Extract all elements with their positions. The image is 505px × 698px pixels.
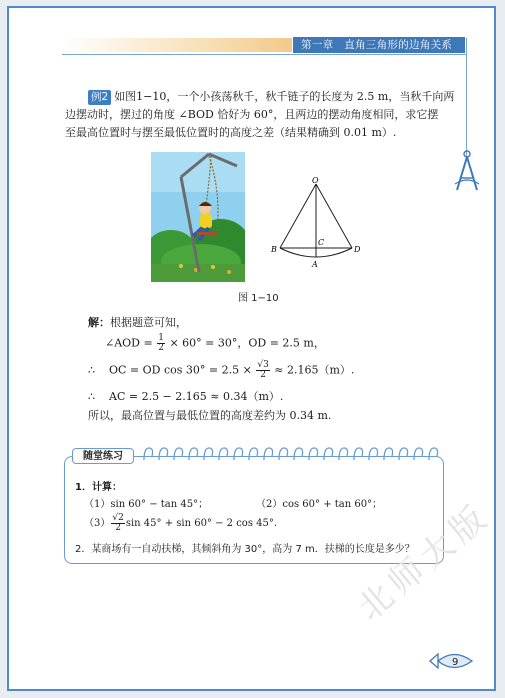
angle-aod: ∠AOD = [105, 336, 153, 350]
angle-aod-result: × 60° = 30°，OD = 2.5 m， [169, 336, 325, 350]
exercise-q1-3: （3） $\frac{√2}{2}$ sin 45° + sin 60° − 2 cos 45°. [84, 513, 278, 533]
oc-expression: OC = OD cos 30° = 2.5 × [109, 363, 252, 377]
example-line-2: 边摆动时，摆过的角度 ∠BOD 恰好为 60°，且两边的摆动角度相同，求它摆 [65, 108, 439, 121]
fraction-half: $\frac{1}{2}$ [158, 333, 164, 353]
fraction-sqrt3-2: $\frac{√3}{2}$ [257, 360, 269, 380]
exercise-q2: 2．某商场有一自动扶梯，其倾斜角为 30°，高为 7 m．扶梯的长度是多少？ [75, 544, 415, 555]
therefore-symbol: ∴ [88, 390, 95, 403]
header-rule [62, 54, 466, 55]
label-A: A [312, 260, 318, 269]
binder-rings [140, 444, 440, 464]
label-B: B [271, 245, 277, 254]
exercise-q1-2: （2）cos 60° + tan 60°； [256, 499, 383, 510]
label-O: O [312, 176, 319, 185]
example-text-1: 如图1−10，一个小孩荡秋千，秋千链子的长度为 2.5 m，当秋千向两 [114, 90, 455, 103]
exercise-q1: 1．计算： [75, 482, 122, 493]
chapter-title: 第一章 直角三角形的边角关系 [293, 37, 465, 53]
example-line-1 [88, 88, 454, 106]
page-number: 9 [452, 657, 459, 668]
oc-result: ≈ 2.165（m）. [274, 363, 355, 377]
ac-result: AC = 2.5 − 2.165 ≈ 0.34（m）. [109, 390, 284, 403]
pendulum-diagram [268, 176, 368, 276]
solution-line-2 [88, 361, 354, 380]
label-C: C [318, 238, 325, 247]
figure-caption: 图 1−10 [238, 293, 279, 304]
page-number-fish-icon [428, 650, 474, 672]
solution-line-1 [105, 334, 325, 353]
solution-line-3 [88, 388, 283, 404]
example-line-3: 至最高位置时与摆至最低位置时的高度之差（结果精确到 0.01 m）. [65, 126, 397, 139]
compass-icon [452, 150, 482, 194]
margin-rule [466, 38, 467, 158]
solution-conclusion: 所以，最高位置与最低位置的高度差约为 0.34 m. [88, 409, 332, 422]
therefore-symbol: ∴ [88, 363, 95, 377]
solution-intro: 根据题意可知， [110, 316, 187, 329]
solution-head [88, 314, 187, 330]
watermark: 北师大版 [350, 495, 499, 629]
swing-illustration [151, 152, 245, 282]
exercise-q1-1: （1）sin 60° − tan 45°； [84, 499, 209, 510]
exercise-tab: 随堂练习 [72, 448, 134, 464]
example-badge: 例2 [88, 90, 111, 105]
solution-label: 解： [88, 316, 110, 329]
header-gradient-bar [62, 38, 292, 52]
fraction-sqrt2-2: $\frac{√2}{2}$ [112, 513, 124, 533]
label-D: D [354, 245, 361, 254]
